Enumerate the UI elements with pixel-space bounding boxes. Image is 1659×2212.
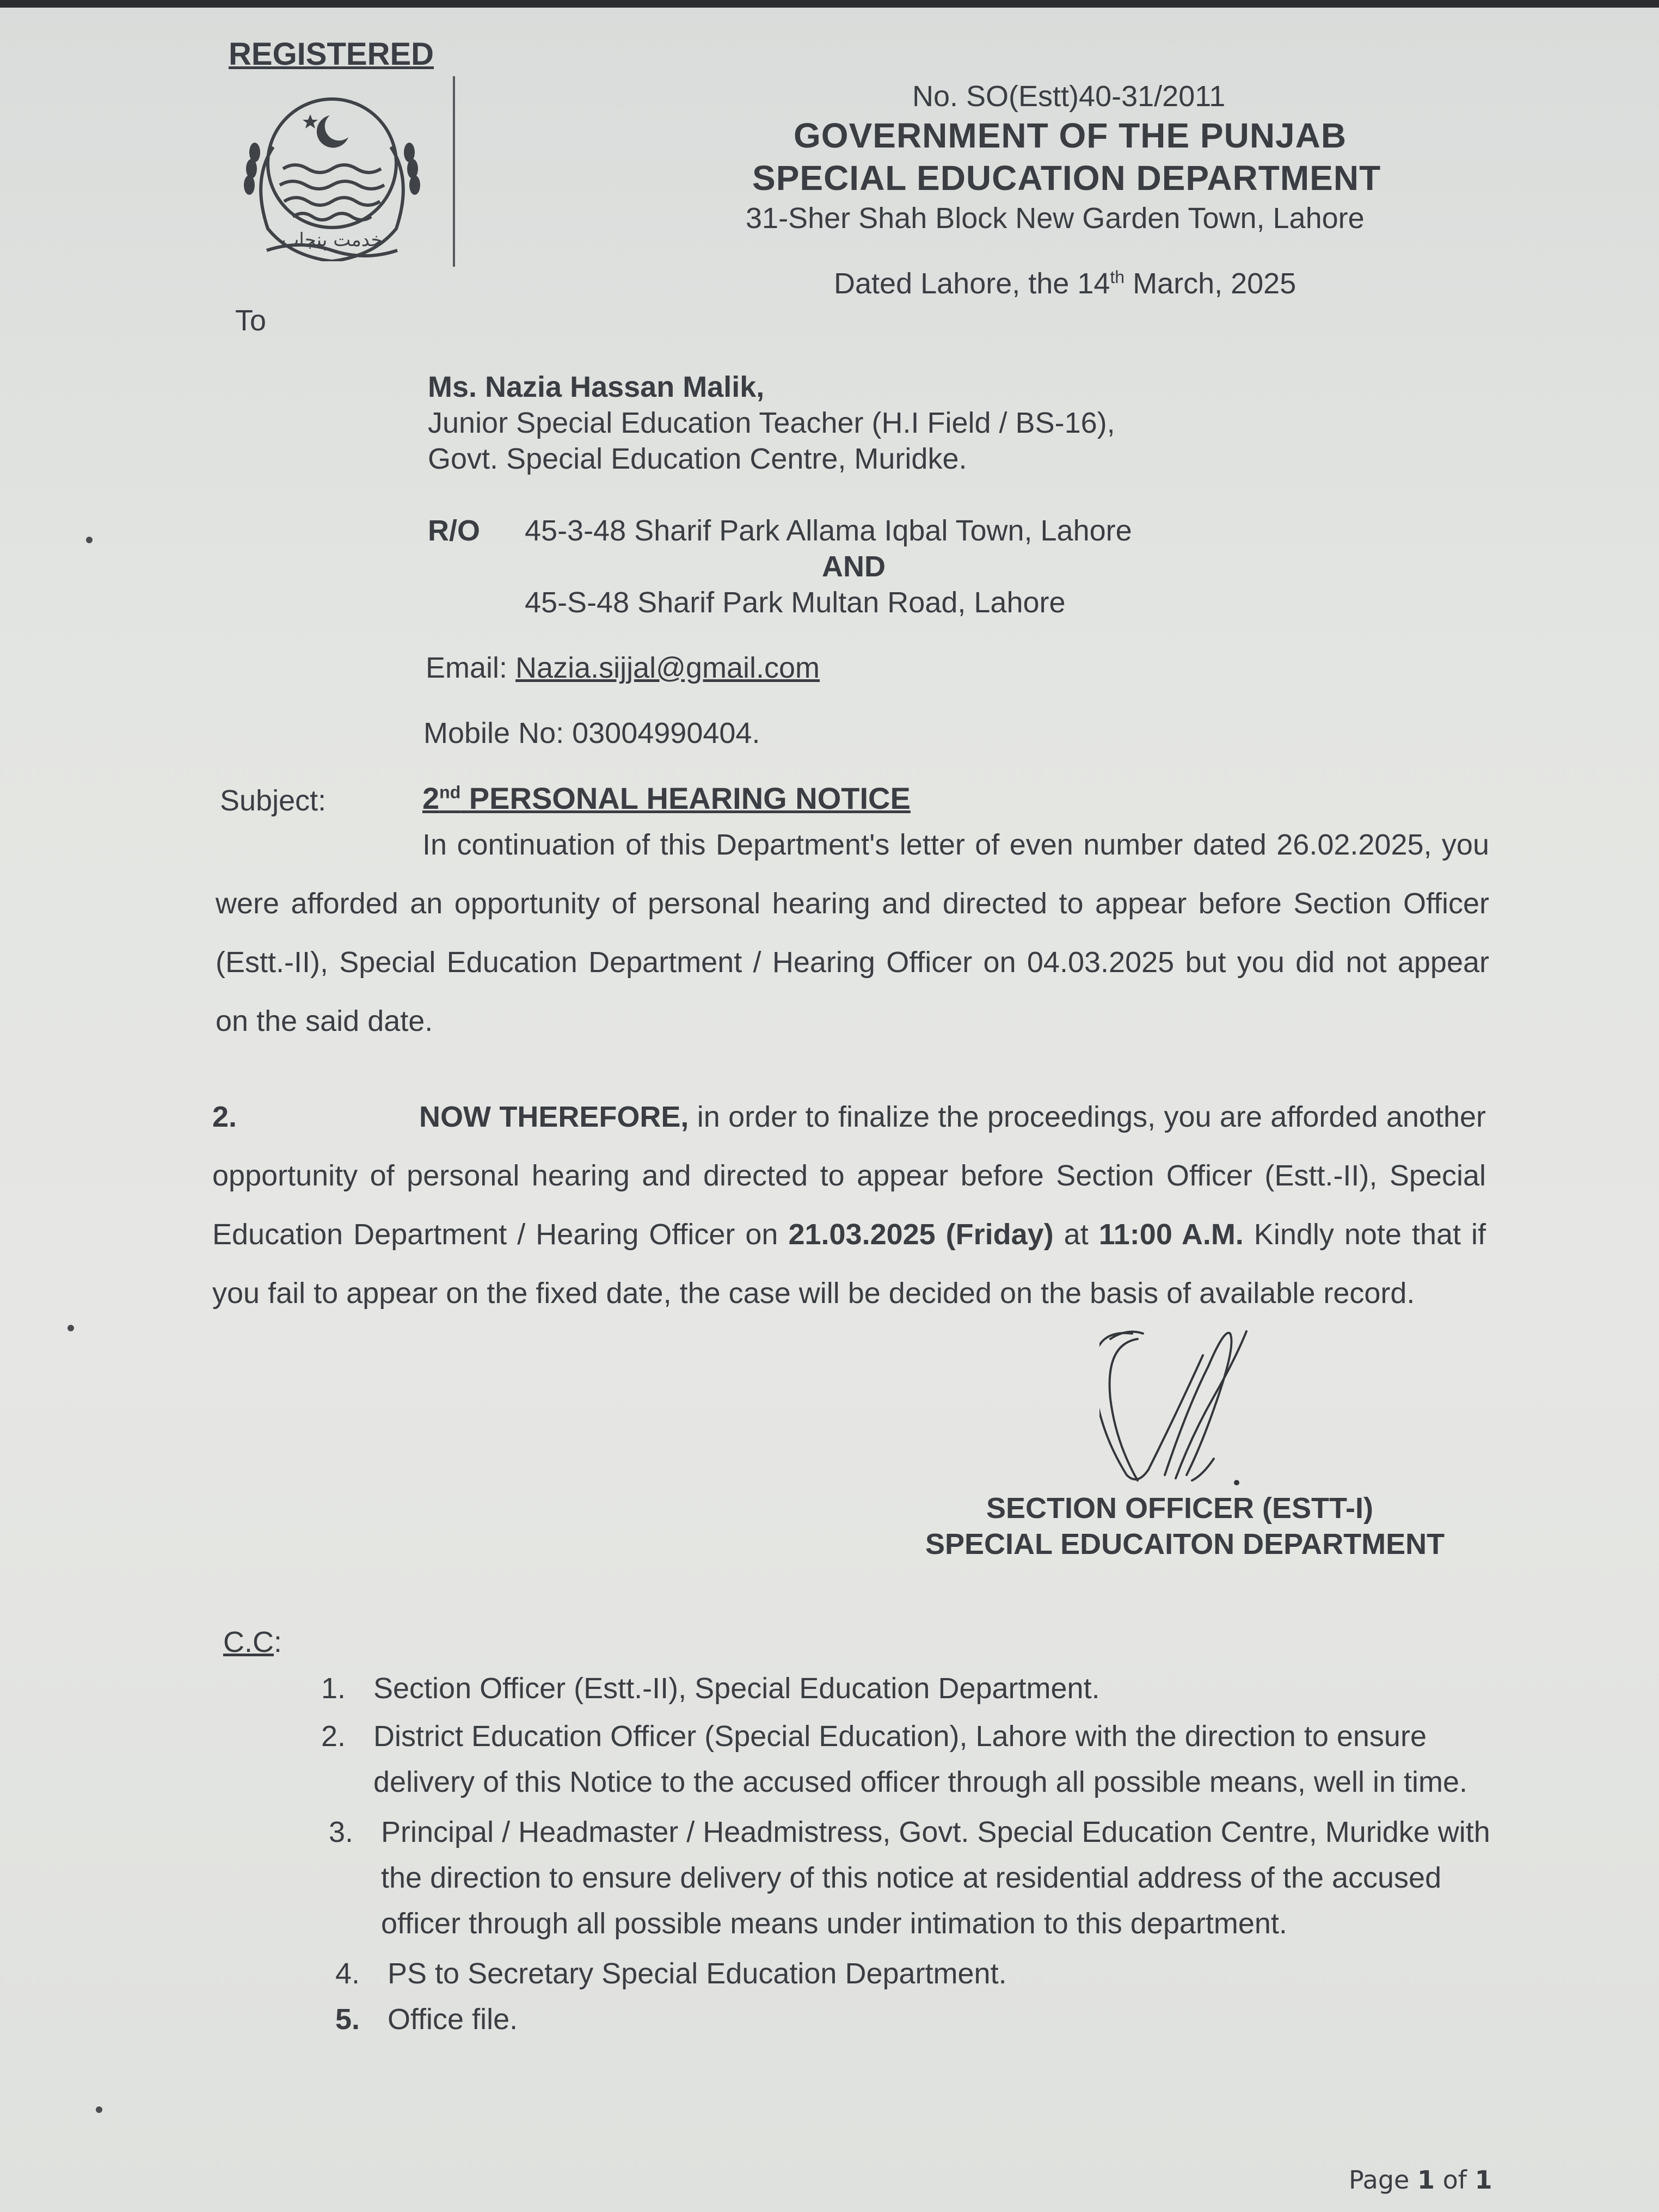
page-current: 1 (1417, 2165, 1435, 2195)
government-title: GOVERNMENT OF THE PUNJAB (794, 116, 1347, 155)
scan-speck (86, 537, 93, 543)
cc-item-number: 2. (321, 1720, 346, 1753)
email-address: Nazia.sijjal@gmail.com (515, 652, 820, 684)
department-title: SPECIAL EDUCATION DEPARTMENT (752, 158, 1381, 198)
scan-speck (96, 2106, 102, 2113)
letter-number: No. SO(Estt)40-31/2011 (912, 80, 1226, 113)
cc-item-number: 1. (321, 1672, 346, 1705)
recipient-centre: Govt. Special Education Centre, Muridke. (428, 443, 967, 475)
scan-speck (67, 1325, 74, 1331)
cc-item-text: District Education Officer (Special Education), Lahore with the direction to ensure delivery of this Notice to the accused officer through all possible means, well in time. (373, 1720, 1467, 1798)
cc-item (321, 1951, 1491, 1996)
signatory-title: SECTION OFFICER (ESTT-I) (986, 1492, 1373, 1525)
subject-number-sup: nd (439, 782, 461, 802)
header-divider (453, 76, 455, 267)
hearing-date: 21.03.2025 (Friday) (788, 1218, 1054, 1251)
residence-address-1: 45-3-48 Sharif Park Allama Iqbal Town, Lahore (525, 514, 1132, 547)
cc-colon: : (274, 1626, 282, 1658)
cc-item (321, 1666, 1491, 1711)
punjab-government-emblem-icon (223, 87, 441, 261)
cc-item-text: PS to Secretary Special Education Department. (388, 1957, 1007, 1990)
subject-text: PERSONAL HEARING NOTICE (460, 781, 911, 815)
cc-item-text: Section Officer (Estt.-II), Special Education Department. (373, 1672, 1100, 1705)
date-prefix: Dated Lahore, the 14 (834, 267, 1110, 300)
logo-motto: خدمت پنجاب (281, 229, 383, 251)
cc-item (321, 1996, 1491, 2042)
signatory-department: SPECIAL EDUCAITON DEPARTMENT (925, 1528, 1445, 1560)
cc-item-text: Principal / Headmaster / Headmistress, Govt. Special Education Centre, Muridke with the direction to ensure delivery of this notice at residential address of the accused officer through all possible means under intimation to this department. (381, 1816, 1490, 1940)
cc-item-number: 4. (335, 1957, 360, 1990)
cc-list (321, 1666, 1491, 2042)
subject-label: Subject: (220, 784, 327, 817)
cc-item-number: 3. (329, 1816, 354, 1848)
date-month-year: March, 2025 (1125, 267, 1297, 300)
residence-address-2: 45-S-48 Sharif Park Multan Road, Lahore (525, 586, 1066, 619)
recipient-mobile: Mobile No: 03004990404. (423, 717, 760, 749)
address-and: AND (822, 550, 886, 583)
body-paragraph-2 (212, 1087, 1486, 1323)
recipient-name: Ms. Nazia Hassan Malik, (428, 371, 765, 403)
page-total: 1 (1474, 2165, 1492, 2195)
subject-number: 2 (422, 781, 440, 815)
now-therefore: NOW THEREFORE, (419, 1101, 689, 1133)
department-address: 31-Sher Shah Block New Garden Town, Lahore (746, 202, 1365, 235)
cc-label (223, 1625, 282, 1659)
letter-date (834, 267, 1296, 300)
cc-item-text: Office file. (388, 2003, 518, 2036)
scan-edge-shadow (0, 0, 1659, 8)
p2-text-1: in order to finalize the proceedings, you are afforded another opportunity of personal hearing and directed to appear before Section Officer (Estt.-II), Special Education Department / Hearing Officer on (212, 1101, 1486, 1251)
recipient-email (426, 651, 820, 685)
page-label: Page (1349, 2165, 1417, 2195)
hearing-time: 11:00 A.M. (1098, 1218, 1244, 1251)
date-suffix-sup: th (1110, 267, 1125, 287)
p2-text-2: Kindly note that if you fail to appear on the fixed date, the case will be decided on the basis of available record. (212, 1218, 1486, 1310)
page-of: of (1435, 2165, 1475, 2195)
subject-title (422, 781, 911, 816)
body-paragraph-1: In continuation of this Department's letter of even number dated 26.02.2025, you were afforded an opportunity of personal hearing and directed to appear before Section Officer (Estt.-II), Special Education Department / Hearing Officer on 04.03.2025 but you did not appear on the said date. (216, 828, 1489, 1037)
cc-item-number: 5. (335, 2003, 360, 2036)
page-number (1349, 2165, 1492, 2195)
cc-item (321, 1809, 1491, 1946)
registered-mark: REGISTERED (229, 36, 434, 72)
email-label: Email: (426, 652, 516, 684)
to-label: To (235, 304, 267, 337)
signature-icon (1099, 1317, 1317, 1491)
paragraph-number: 2. (212, 1101, 237, 1133)
recipient-designation: Junior Special Education Teacher (H.I Field / BS-16), (428, 407, 1115, 439)
cc-item (321, 1713, 1491, 1805)
residence-label: R/O (428, 514, 481, 547)
p2-at: at (1053, 1218, 1099, 1251)
cc-text: C.C (223, 1626, 274, 1658)
